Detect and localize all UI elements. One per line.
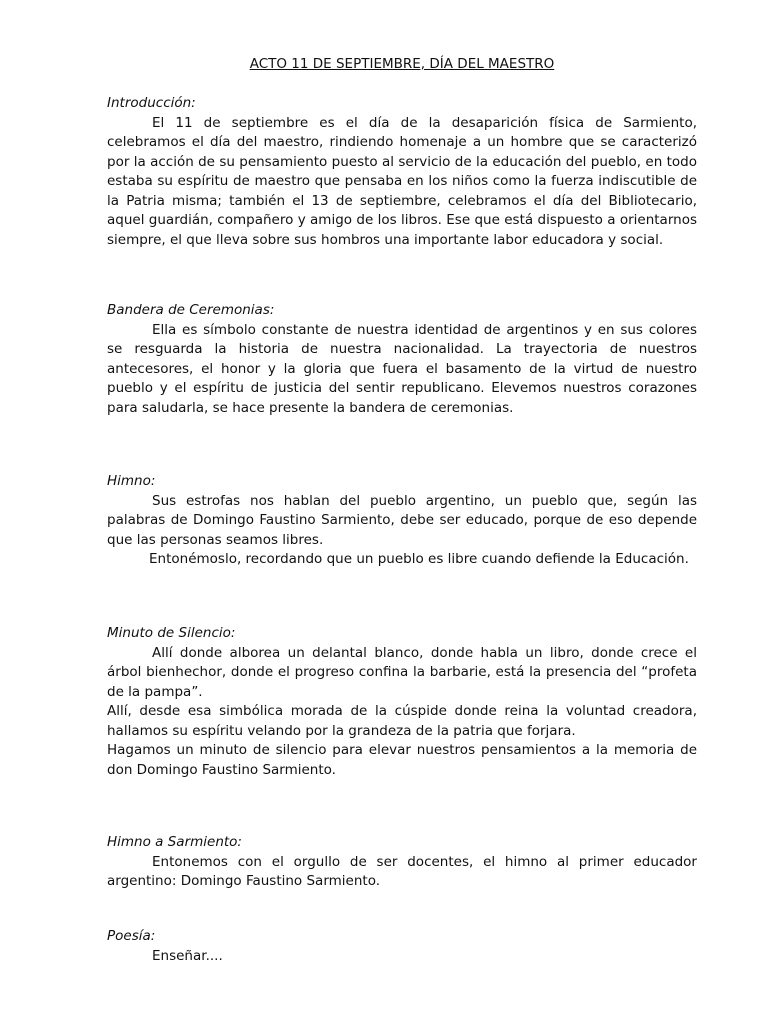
section-heading: Bandera de Ceremonias: <box>107 302 275 318</box>
document-title: ACTO 11 DE SEPTIEMBRE, DÍA DEL MAESTRO <box>249 56 555 72</box>
section-heading: Himno: <box>107 473 156 489</box>
paragraph: Allí, desde esa simbólica morada de la cúspide donde reina la voluntad creadora, hallamos su espíritu velando por la grandeza de la patria que forjara. <box>107 703 697 739</box>
section-heading: Introducción: <box>107 95 196 111</box>
section-himno-a-sarmiento <box>107 833 697 892</box>
section-heading: Minuto de Silencio: <box>107 625 236 641</box>
paragraph: El 11 de septiembre es el día de la desaparición física de Sarmiento, celebramos el día del maestro, rindiendo homenaje a un hombre que se caracterizó por la acción de su pensamiento puesto al servicio de la educación del pueblo, en todo estaba su espíritu de maestro que pensaba en los niños como la fuerza indiscutible de la Patria misma; también el 13 de septiembre, celebramos el día del Bibliotecario, aquel guardián, compañero y amigo de los libros. Ese que está dispuesto a orientarnos siempre, el que lleva sobre sus hombros una importante labor educadora y social. <box>107 114 697 248</box>
section-heading: Poesía: <box>107 928 156 944</box>
paragraph: Entonemos con el orgullo de ser docentes, el himno al primer educador argentino: Domingo Faustino Sarmiento. <box>107 853 697 889</box>
section-poesia <box>107 927 697 966</box>
section-heading: Himno a Sarmiento: <box>107 834 242 850</box>
section-minuto-de-silencio <box>107 624 697 780</box>
section-bandera-de-ceremonias <box>107 301 697 418</box>
paragraph: Sus estrofas nos hablan del pueblo argentino, un pueblo que, según las palabras de Domingo Faustino Sarmiento, debe ser educado, porque de eso depende que las personas seamos libres. <box>107 492 697 548</box>
paragraph: Allí donde alborea un delantal blanco, donde habla un libro, donde crece el árbol bienhechor, donde el progreso confina la barbarie, está la presencia del “profeta de la pampa”. <box>107 644 697 700</box>
paragraph: Hagamos un minuto de silencio para elevar nuestros pensamientos a la memoria de don Domingo Faustino Sarmiento. <box>107 742 697 778</box>
section-himno <box>107 472 697 570</box>
section-introduccion <box>107 94 697 250</box>
paragraph: Entonémoslo, recordando que un pueblo es libre cuando defiende la Educación. <box>149 551 689 567</box>
paragraph: Ella es símbolo constante de nuestra identidad de argentinos y en sus colores se resguarda la historia de nuestra nacionalidad. La trayectoria de nuestros antecesores, el honor y la gloria que fuera el basamento de la virtud de nuestro pueblo y el espíritu de justicia del sentir republicano. Elevemos nuestros corazones para saludarla, se hace presente la bandera de ceremonias. <box>107 321 697 416</box>
paragraph: Enseñar.... <box>152 947 223 964</box>
